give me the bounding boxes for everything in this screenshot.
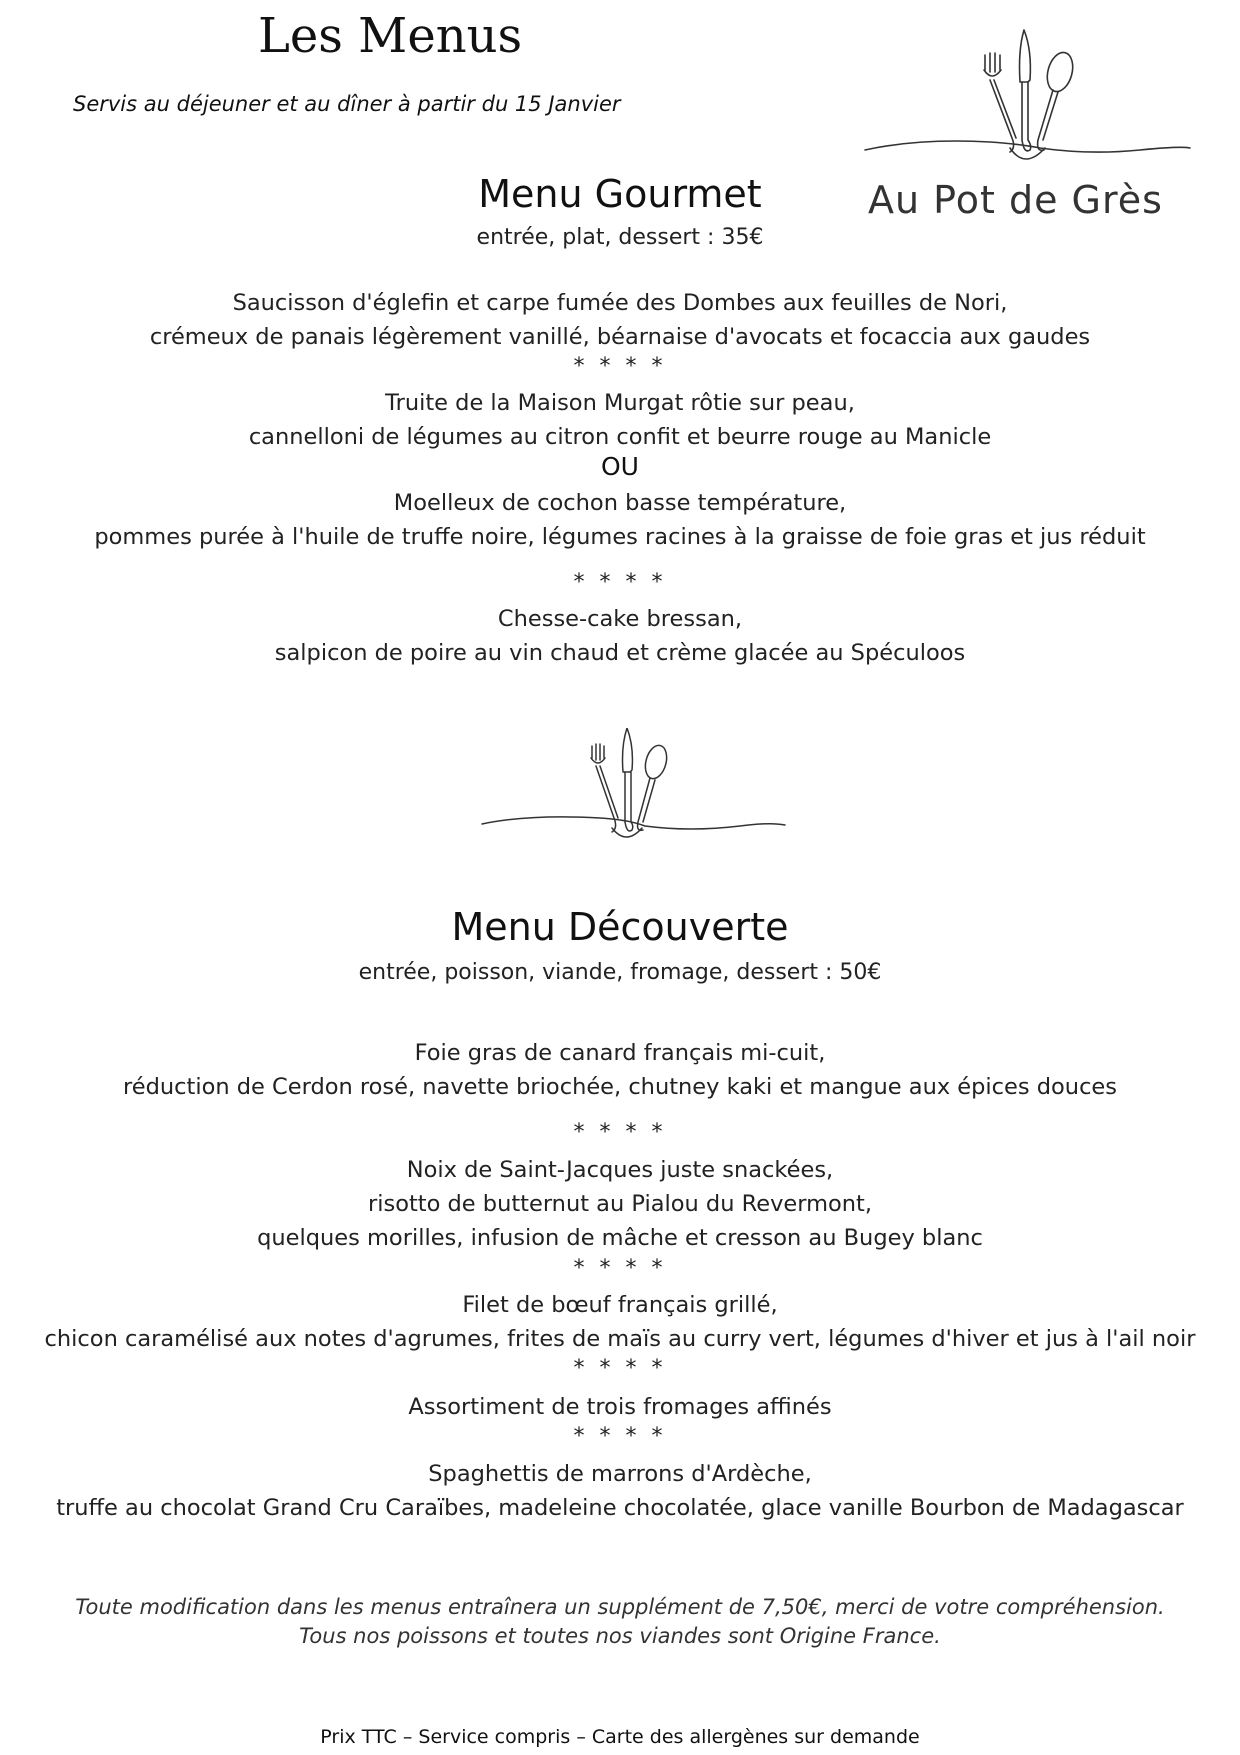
- decouverte-fromage-line-1: Assortiment de trois fromages affinés: [408, 1394, 832, 1420]
- decouverte-separator-4: * * * *: [573, 1424, 667, 1449]
- decouverte-poisson-line-2: risotto de butternut au Pialou du Revermont,: [367, 1191, 873, 1217]
- footer-text: Prix TTC – Service compris – Carte des allergènes sur demande: [320, 1726, 920, 1748]
- gourmet-or-label: OU: [601, 452, 639, 481]
- note-modification: Toute modification dans les menus entraînera un supplément de 7,50€, merci de votre compréhension.: [75, 1595, 1165, 1619]
- gourmet-plat2-line-2: pommes purée à l'huile de truffe noire, légumes racines à la graisse de foie gras et jus réduit: [94, 524, 1146, 550]
- brand-name-text: Au Pot de Grès: [868, 178, 1163, 222]
- gourmet-dessert-line-1: Chesse-cake bressan,: [497, 606, 743, 632]
- decouverte-viande-line-1: Filet de bœuf français grillé,: [462, 1292, 778, 1318]
- menu-gourmet-title: Menu Gourmet: [478, 172, 762, 216]
- menu-decouverte-title: Menu Découverte: [451, 905, 789, 949]
- menu-decouverte-subtitle: entrée, poisson, viande, fromage, dessert : 50€: [358, 960, 882, 985]
- gourmet-plat1-line-1: Truite de la Maison Murgat rôtie sur peau,: [385, 390, 855, 416]
- cutlery-icon: [860, 20, 1200, 170]
- decouverte-viande-line-2: chicon caramélisé aux notes d'agrumes, frites de maïs au curry vert, légumes d'hiver et jus à l'ail noir: [44, 1326, 1196, 1352]
- decouverte-dessert-line-1: Spaghettis de marrons d'Ardèche,: [428, 1461, 812, 1487]
- menu-gourmet-subtitle: entrée, plat, dessert : 35€: [476, 225, 764, 250]
- cutlery-divider-icon: [480, 728, 790, 846]
- decouverte-separator-1: * * * *: [573, 1120, 667, 1145]
- gourmet-dessert-line-2: salpicon de poire au vin chaud et crème glacée au Spéculoos: [274, 640, 966, 666]
- decouverte-separator-2: * * * *: [573, 1256, 667, 1281]
- gourmet-plat2-line-1: Moelleux de cochon basse température,: [393, 490, 847, 516]
- gourmet-plat1-line-2: cannelloni de légumes au citron confit et beurre rouge au Manicle: [248, 424, 992, 450]
- note-origin: Tous nos poissons et toutes nos viandes sont Origine France.: [299, 1624, 941, 1648]
- decouverte-dessert-line-2: truffe au chocolat Grand Cru Caraïbes, madeleine chocolatée, glace vanille Bourbon de Madagascar: [56, 1495, 1184, 1521]
- decouverte-entree-line-1: Foie gras de canard français mi-cuit,: [414, 1040, 826, 1066]
- gourmet-separator-1: * * * *: [573, 354, 667, 379]
- decouverte-entree-line-2: réduction de Cerdon rosé, navette briochée, chutney kaki et mangue aux épices douces: [123, 1074, 1117, 1100]
- page-title: Les Menus: [258, 8, 523, 64]
- decouverte-separator-3: * * * *: [573, 1356, 667, 1381]
- decouverte-poisson-line-1: Noix de Saint-Jacques juste snackées,: [406, 1157, 834, 1183]
- decouverte-poisson-line-3: quelques morilles, infusion de mâche et cresson au Bugey blanc: [257, 1225, 983, 1251]
- page-subtitle: Servis au déjeuner et au dîner à partir du 15 Janvier: [73, 92, 621, 116]
- gourmet-separator-2: * * * *: [573, 570, 667, 595]
- gourmet-entree-line-2: crémeux de panais légèrement vanillé, béarnaise d'avocats et focaccia aux gaudes: [149, 324, 1091, 350]
- gourmet-entree-line-1: Saucisson d'églefin et carpe fumée des Dombes aux feuilles de Nori,: [232, 290, 1008, 316]
